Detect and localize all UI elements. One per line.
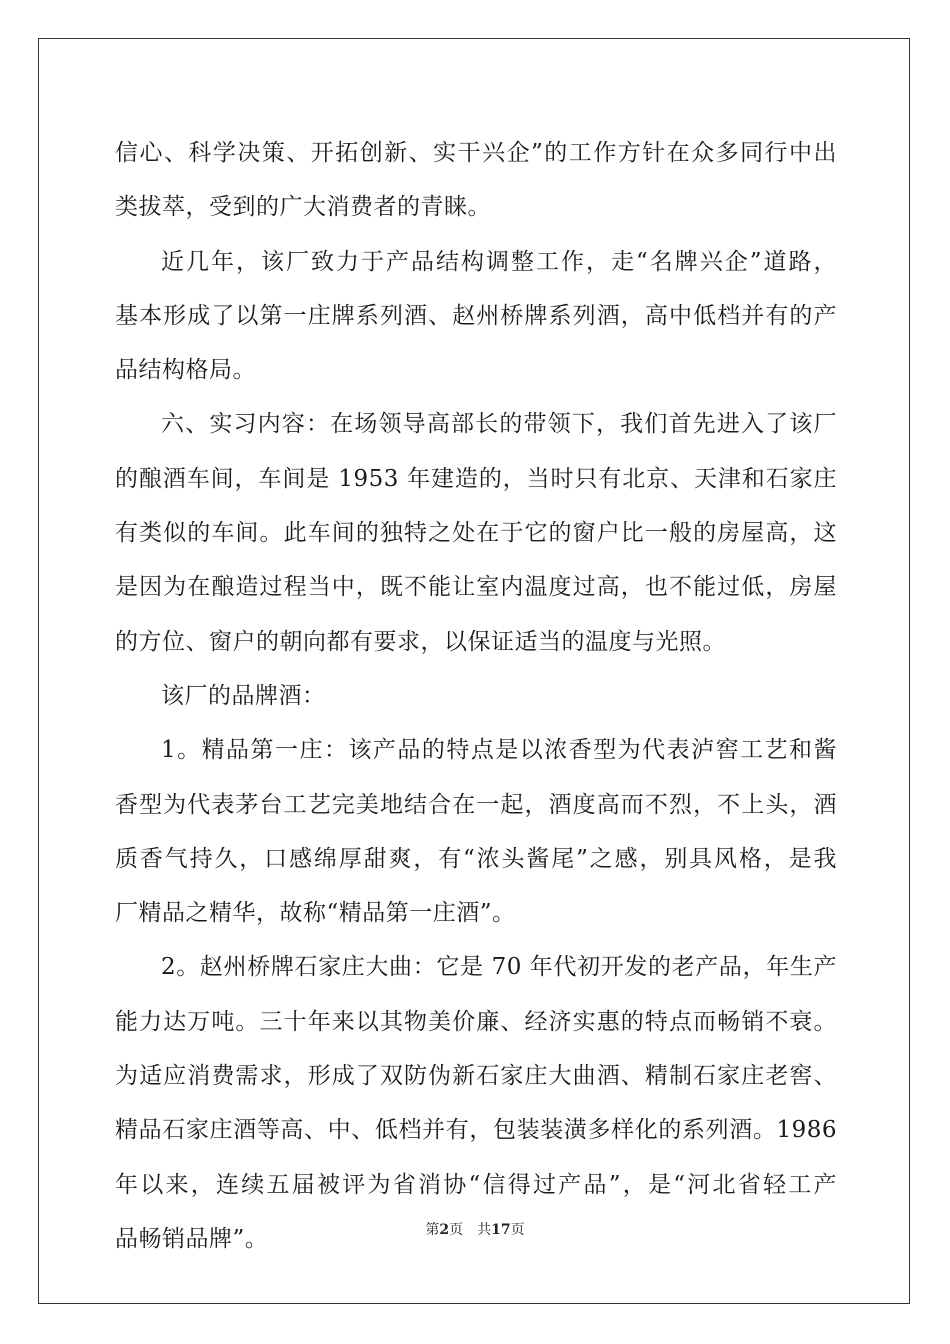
text-line: 1。精品第一庄：该产品的特点是以浓香型为代表泸窖工艺和酱 [161,737,837,764]
text-line: 品畅销品牌”。 [115,1225,269,1252]
text-line: 厂精品之精华，故称“精品第一庄酒”。 [115,900,516,927]
text-line: 香型为代表茅台工艺完美地结合在一起，酒度高而不烈，不上头，酒 [115,791,837,818]
text-line: 有类似的车间。此车间的独特之处在于它的窗户比一般的房屋高，这 [115,520,837,547]
text-line: 是因为在酿造过程当中，既不能让室内温度过高，也不能过低，房屋 [115,574,837,601]
text-line: 年以来，连续五届被评为省消协“信得过产品”，是“河北省轻工产 [115,1171,837,1198]
page-suffix: 页 [449,1222,464,1238]
total-pages: 17 [491,1222,511,1238]
text-line: 品结构格局。 [115,357,256,384]
text-line: 类拔萃，受到的广大消费者的青睐。 [115,194,491,221]
text-line: 的酿酒车间，车间是 1953 年建造的，当时只有北京、天津和石家庄 [115,465,837,492]
text-line: 的方位、窗户的朝向都有要求，以保证适当的温度与光照。 [115,628,726,655]
document-body [115,126,837,1266]
text-line: 六、实习内容：在场领导高部长的带领下，我们首先进入了该厂 [161,411,837,438]
text-line: 基本形成了以第一庄牌系列酒、赵州桥牌系列酒，高中低档并有的产 [115,302,837,329]
text-line: 该厂的品牌酒： [161,682,326,709]
page-prefix: 第 [425,1222,440,1238]
text-line: 质香气持久，口感绵厚甜爽，有“浓头酱尾”之感，别具风格，是我 [115,845,837,872]
text-line: 近几年，该厂致力于产品结构调整工作，走“名牌兴企”道路， [161,248,837,275]
page-number: 2 [439,1222,450,1238]
text-line: 为适应消费需求，形成了双防伪新石家庄大曲酒、精制石家庄老窖、 [115,1063,837,1090]
text-line: 2。赵州桥牌石家庄大曲：它是 70 年代初开发的老产品，年生产 [161,954,837,981]
text-line: 能力达万吨。三十年来以其物美价廉、经济实惠的特点而畅销不衰。 [115,1008,837,1035]
text-line: 信心、科学决策、开拓创新、实干兴企”的工作方针在众多同行中出 [115,140,837,166]
total-prefix: 共 [477,1222,492,1238]
total-suffix: 页 [510,1222,525,1238]
page-footer [0,1219,950,1239]
text-line: 精品石家庄酒等高、中、低档并有，包装装潢多样化的系列酒。1986 [115,1117,837,1144]
